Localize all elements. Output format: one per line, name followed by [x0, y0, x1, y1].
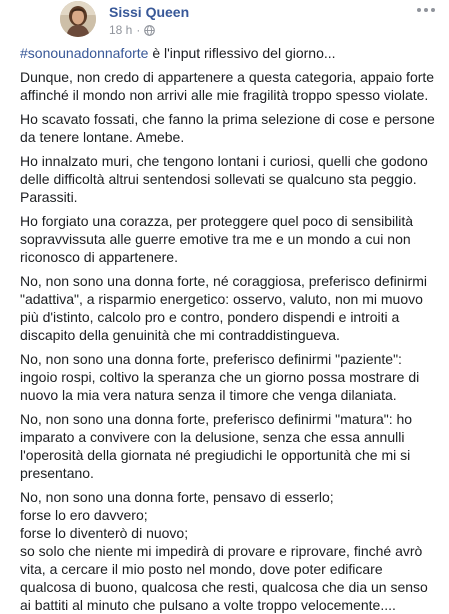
post-paragraph: Dunque, non credo di appartenere a questa categoria, appaio forte affinché il mondo non arrivi alle mie fragilità troppo spesso violate.	[20, 69, 435, 103]
post-intro	[20, 44, 439, 62]
post-paragraph: No, non sono una donna forte, preferisco definirmi "matura": ho imparato a convivere con la delusione, senza che essa annulli l'operosità della giornata né pregiudichi le opportunità che mi si presentano.	[20, 411, 413, 481]
more-dot	[424, 8, 428, 12]
post-body	[20, 44, 439, 614]
meta-separator: ·	[136, 23, 141, 37]
more-dot	[417, 8, 421, 12]
hashtag-link[interactable]: #sonounadonnaforte	[20, 45, 149, 61]
more-options-icon[interactable]	[417, 4, 435, 16]
globe-icon[interactable]	[144, 25, 155, 36]
post-paragraph: Ho forgiato una corazza, per proteggere quel poco di sensibilità sopravvissuta alle guerre emotive tra me e un mondo a cui non riconosco di appartenere.	[20, 213, 414, 265]
avatar[interactable]	[60, 1, 96, 37]
post-meta	[109, 23, 155, 37]
post-final-paragraph: No, non sono una donna forte, pensavo di esserlo; forse lo ero davvero; forse lo diventerò di nuovo; so solo che niente mi impedirà di provare e riprovare, finché avrò vita, a cercare il mio posto nel mondo, dove poter edificare qualcosa di buono, qualcosa che resti, qualcosa che dia un senso ai battiti al minuto che pulsano a volte troppo velocemente....	[20, 489, 428, 613]
post-paragraph: Ho scavato fossati, che fanno la prima selezione di cose e persone da tenere lontane. Amebe.	[20, 111, 435, 145]
more-dot	[431, 8, 435, 12]
intro-text: è l'input riflessivo del giorno...	[148, 45, 336, 61]
post-header	[20, 0, 439, 42]
post-timestamp[interactable]: 18 h	[109, 23, 133, 37]
post-paragraph: No, non sono una donna forte, preferisco definirmi "paziente": ingoio rospi, coltivo la speranza che un giorno possa mostrare di nuovo la mia vera natura senza il timore che venga dilaniata.	[20, 351, 420, 403]
author-name[interactable]: Sissi Queen	[109, 4, 190, 20]
post-paragraph: No, non sono una donna forte, né coraggiosa, preferisco definirmi "adattiva", a risparmio energetico: osservo, valuto, non mi muovo più d'istinto, calcolo pro e contro, pondero dispendi e introiti a discapito della genuinità che mi contraddistingueva.	[20, 273, 428, 343]
post-paragraph: Ho innalzato muri, che tengono lontani i curiosi, quelli che godono delle difficoltà altrui sentendosi sollevati se qualcuno sta peggio. Parassiti.	[20, 153, 428, 205]
